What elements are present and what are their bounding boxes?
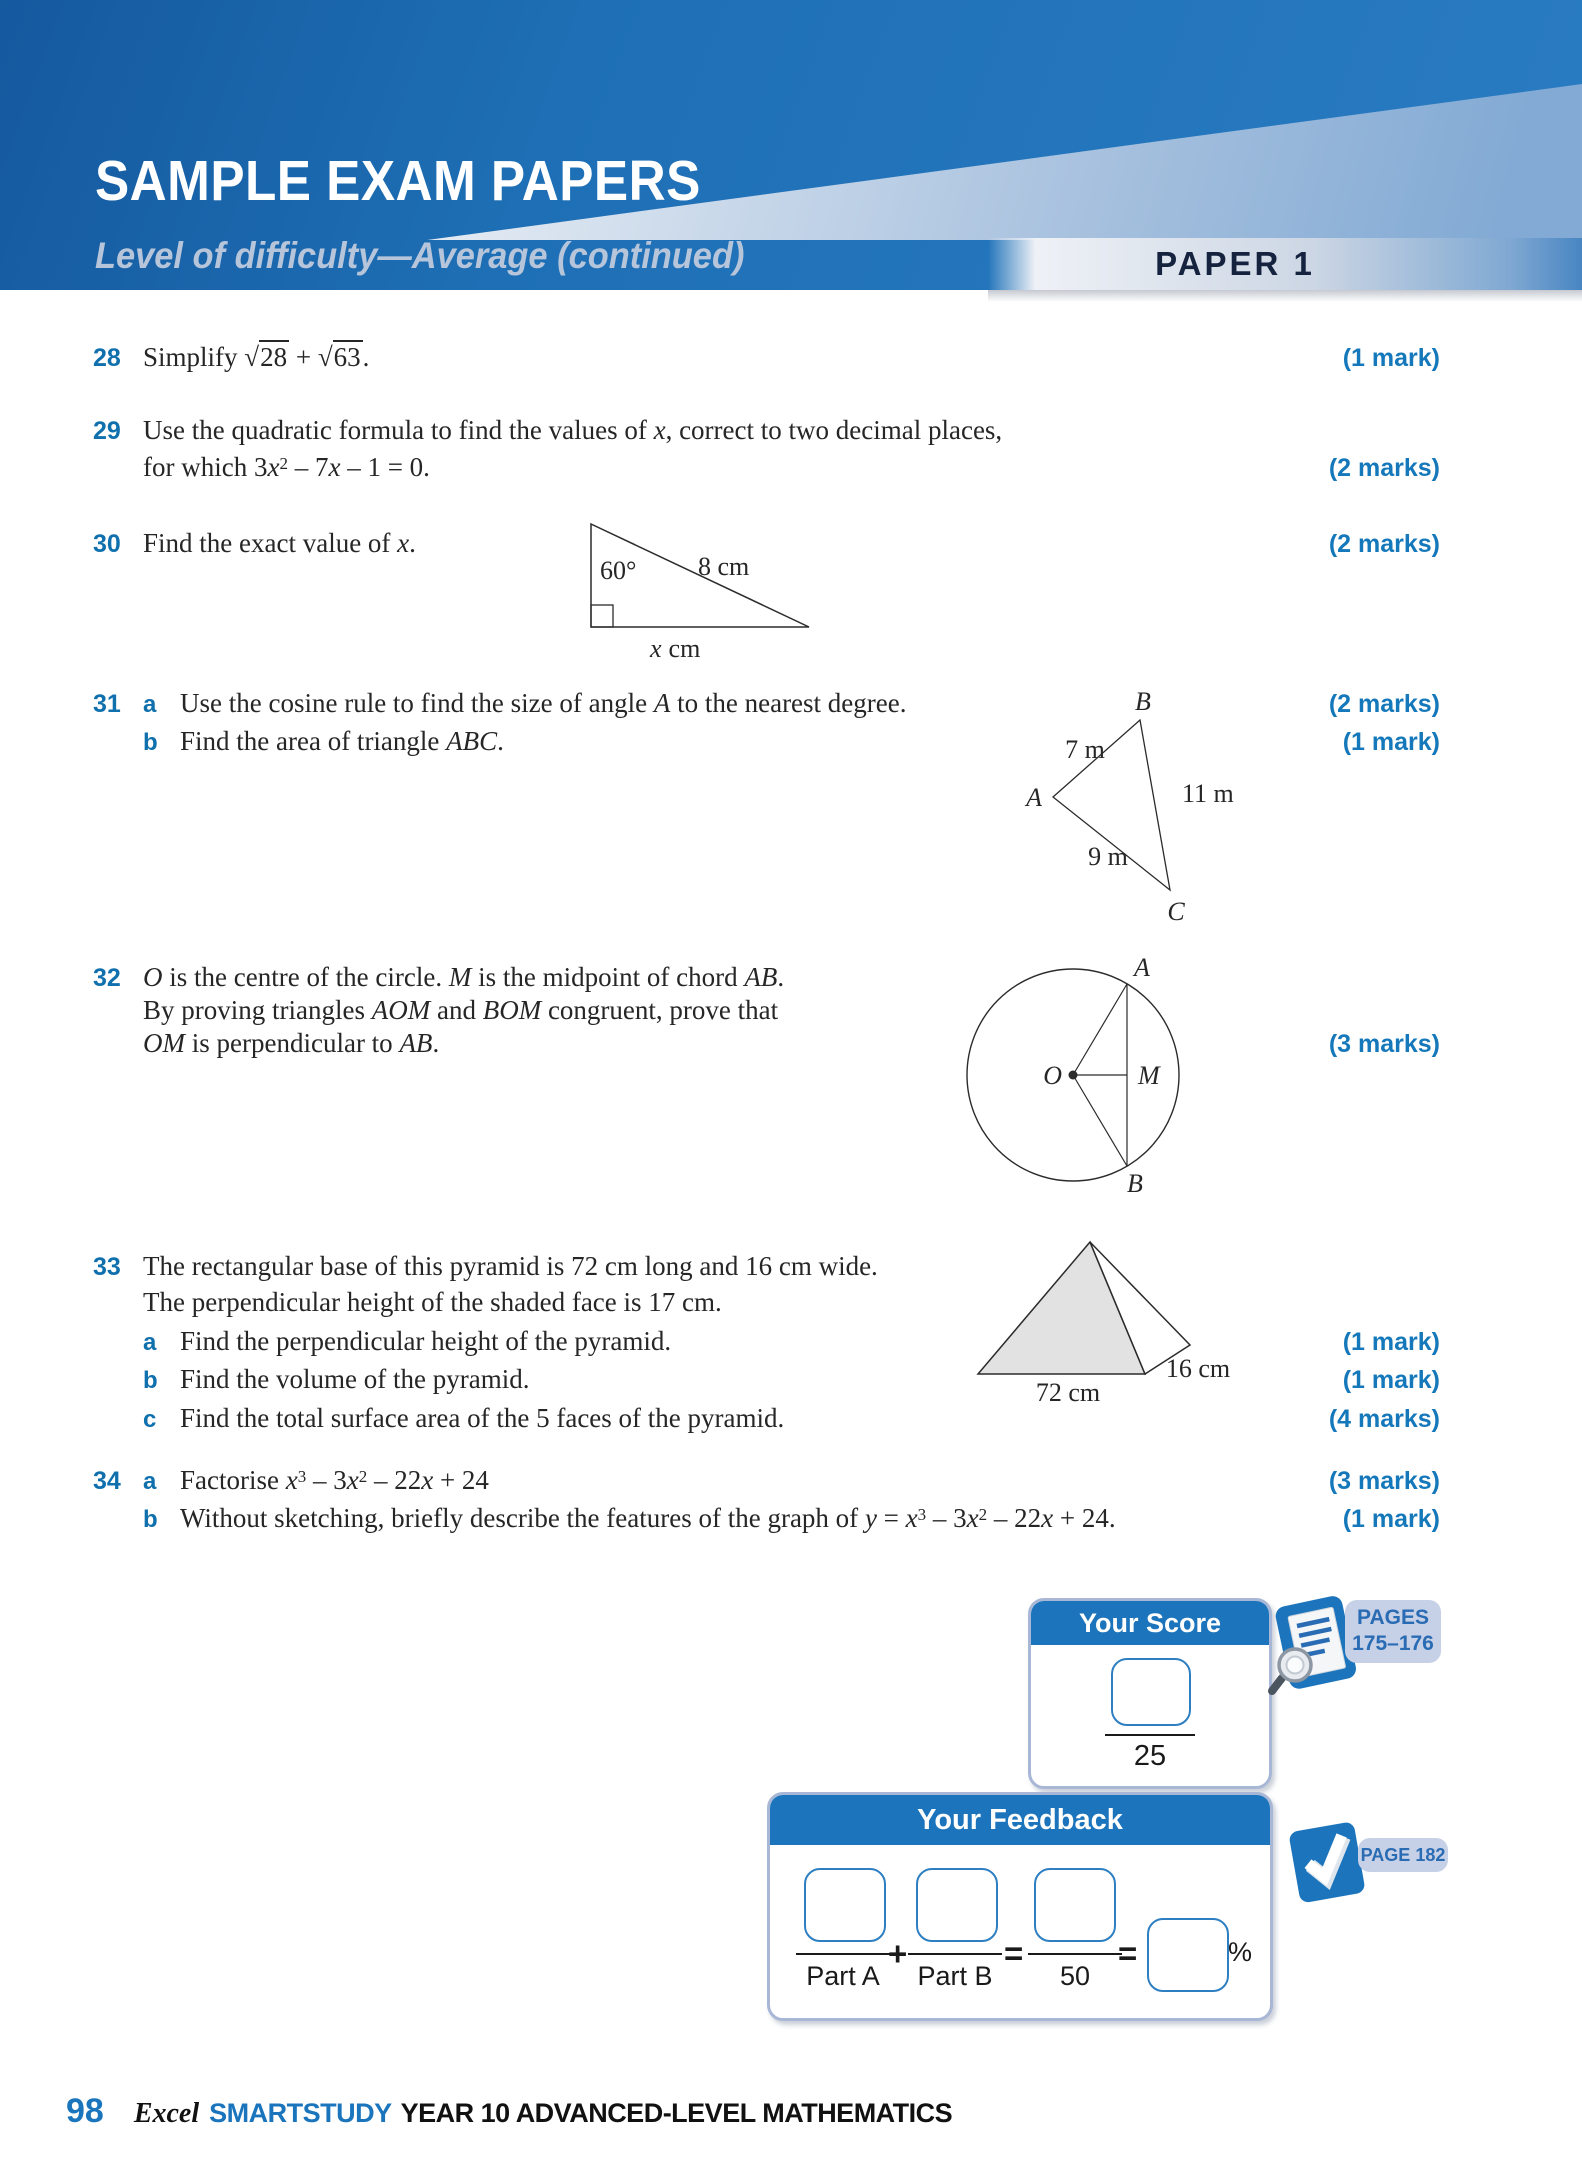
- part-letter: b: [143, 729, 158, 756]
- radius-ob: [1073, 1075, 1127, 1166]
- plus-sign: +: [888, 1935, 908, 1972]
- question-text: Find the area of triangle ABC.: [180, 726, 504, 756]
- marks-label: (1 mark): [1342, 1505, 1440, 1533]
- your-feedback-card: [767, 1792, 1273, 2021]
- part-letter: b: [143, 1367, 158, 1394]
- part-letter: b: [143, 1506, 158, 1533]
- question-number: 29: [93, 417, 121, 445]
- score-fraction-line: [1105, 1734, 1195, 1736]
- base-length-label: 72 cm: [1035, 1378, 1101, 1407]
- fraction-line-part-a: [796, 1953, 890, 1955]
- fraction-line-total: [1028, 1953, 1122, 1955]
- part-a-input-box[interactable]: [804, 1868, 886, 1942]
- side-ab-label: 7 m: [1065, 735, 1105, 764]
- pages-reference-badge: [1345, 1600, 1441, 1663]
- total-denominator-label: 50: [1059, 1961, 1091, 1991]
- marks-label: (2 marks): [1328, 454, 1440, 482]
- total-input-box[interactable]: [1034, 1868, 1116, 1942]
- pages-badge-line1: PAGES: [1357, 1606, 1429, 1629]
- question-text: The rectangular base of this pyramid is 72 cm long and 16 cm wide.: [143, 1251, 878, 1281]
- equals-sign-1: =: [1004, 1935, 1024, 1972]
- percentage-input-box[interactable]: [1147, 1918, 1229, 1992]
- question-28-row: [93, 342, 1440, 378]
- question-number: 34: [93, 1467, 121, 1495]
- q31-triangle-abc-diagram: [1010, 680, 1270, 930]
- question-number: 32: [93, 964, 121, 992]
- base-width-label: 16 cm: [1165, 1354, 1231, 1383]
- brand-excel: Excel: [133, 2098, 200, 2129]
- question-text: Factorise $x^3 - 3x^2 - 22x + 24$: [180, 1465, 489, 1495]
- magnifier-lens: [1287, 1657, 1304, 1674]
- series-title: YEAR 10 ADVANCED-LEVEL MATHEMATICS: [400, 2098, 953, 2128]
- question-text: Find the exact value of x.: [143, 528, 416, 558]
- question-number: 31: [93, 690, 121, 718]
- paper-label-band: [988, 238, 1582, 290]
- score-denominator: 25: [1133, 1740, 1167, 1772]
- page-subtitle: Level of difficulty—Average (continued): [95, 235, 745, 276]
- midpoint-label: M: [1138, 1061, 1160, 1090]
- marks-label: (1 mark): [1342, 1328, 1440, 1356]
- question-text: for which $3x^2 - 7x - 1 = 0$.: [143, 452, 430, 482]
- angle-label: 60°: [600, 556, 637, 585]
- score-card-title: Your Score: [1031, 1601, 1269, 1645]
- question-text: Find the perpendicular height of the pyramid.: [180, 1326, 672, 1356]
- radius-oa: [1073, 984, 1127, 1075]
- paper-label: PAPER 1: [1155, 245, 1315, 282]
- question-34-row-b: [93, 1503, 1440, 1539]
- equals-sign-2: =: [1118, 1935, 1138, 1972]
- fraction-line-part-b: [908, 1953, 1002, 1955]
- base-label: x cm: [650, 634, 701, 663]
- question-number: 33: [93, 1253, 121, 1281]
- question-text: Use the cosine rule to find the size of angle A to the nearest degree.: [180, 688, 907, 718]
- feedback-card-title: Your Feedback: [770, 1795, 1270, 1845]
- question-text: Find the total surface area of the 5 faces of the pyramid.: [180, 1403, 785, 1433]
- marks-label: (3 marks): [1328, 1467, 1440, 1495]
- question-29-row-2: [93, 452, 1440, 488]
- question-text: By proving triangles AOM and BOM congruent, prove that: [143, 995, 779, 1025]
- question-text: The perpendicular height of the shaded face is 17 cm.: [143, 1287, 722, 1317]
- question-29-row-1: [93, 415, 1440, 451]
- pages-badge-line2: 175–176: [1352, 1632, 1434, 1656]
- vertex-b-label: B: [1135, 687, 1151, 716]
- side-ac-label: 9 m: [1088, 842, 1128, 871]
- page-footer: [66, 2092, 952, 2131]
- question-number: 30: [93, 530, 121, 558]
- marks-label: (2 marks): [1328, 530, 1440, 558]
- marks-label: (1 mark): [1342, 344, 1440, 372]
- vertex-a-label: A: [1026, 783, 1042, 812]
- question-number: 28: [93, 344, 121, 372]
- centre-label: O: [1043, 1061, 1062, 1090]
- marks-label: (3 marks): [1328, 1030, 1440, 1058]
- part-b-label: Part B: [917, 1961, 993, 1991]
- part-letter: a: [143, 1468, 157, 1495]
- right-angle-marker: [591, 605, 613, 627]
- marks-label: (4 marks): [1328, 1405, 1440, 1433]
- score-input-box[interactable]: [1111, 1658, 1191, 1726]
- side-bc-label: 11 m: [1182, 779, 1234, 808]
- part-letter: a: [143, 1329, 157, 1356]
- q33-pyramid-diagram: [935, 1225, 1270, 1425]
- part-a-label: Part A: [806, 1961, 880, 1991]
- point-b-label: B: [1127, 1169, 1143, 1198]
- question-text: OM is perpendicular to AB.: [143, 1028, 440, 1058]
- vertex-c-label: C: [1167, 897, 1185, 926]
- question-text: Without sketching, briefly describe the features of the graph of $y = x^3 - 3x^2 - 22x + 24$.: [180, 1503, 1116, 1533]
- question-text: Find the volume of the pyramid.: [180, 1364, 530, 1394]
- question-text: Simplify √28 + √63.: [143, 342, 370, 372]
- part-letter: c: [143, 1406, 157, 1433]
- magnifier-handle: [1272, 1678, 1282, 1691]
- centre-dot: [1069, 1071, 1078, 1080]
- q30-right-triangle-diagram: [560, 505, 850, 675]
- hypotenuse-label: 8 cm: [698, 552, 750, 581]
- page-reference-badge: PAGE 182: [1358, 1838, 1448, 1872]
- page-title: SAMPLE EXAM PAPERS: [95, 149, 701, 213]
- part-b-input-box[interactable]: [916, 1868, 998, 1942]
- page-header-banner: [0, 0, 1582, 290]
- marks-label: (1 mark): [1342, 728, 1440, 756]
- brand-smartstudy: SMARTSTUDY: [209, 2098, 392, 2128]
- question-text: Use the quadratic formula to find the values of x, correct to two decimal places,: [143, 415, 1003, 445]
- your-score-card: [1028, 1598, 1272, 1789]
- q32-circle-chord-diagram: [950, 938, 1285, 1214]
- paper-band-shadow: [988, 290, 1582, 302]
- question-text: O is the centre of the circle. M is the midpoint of chord AB.: [143, 962, 785, 992]
- question-34-row-a: [93, 1465, 1440, 1501]
- marks-label: (2 marks): [1328, 690, 1440, 718]
- point-a-label: A: [1134, 953, 1150, 982]
- page-number: 98: [66, 2092, 104, 2130]
- part-letter: a: [143, 691, 157, 718]
- percent-sign: %: [1228, 1937, 1253, 1967]
- marks-label: (1 mark): [1342, 1366, 1440, 1394]
